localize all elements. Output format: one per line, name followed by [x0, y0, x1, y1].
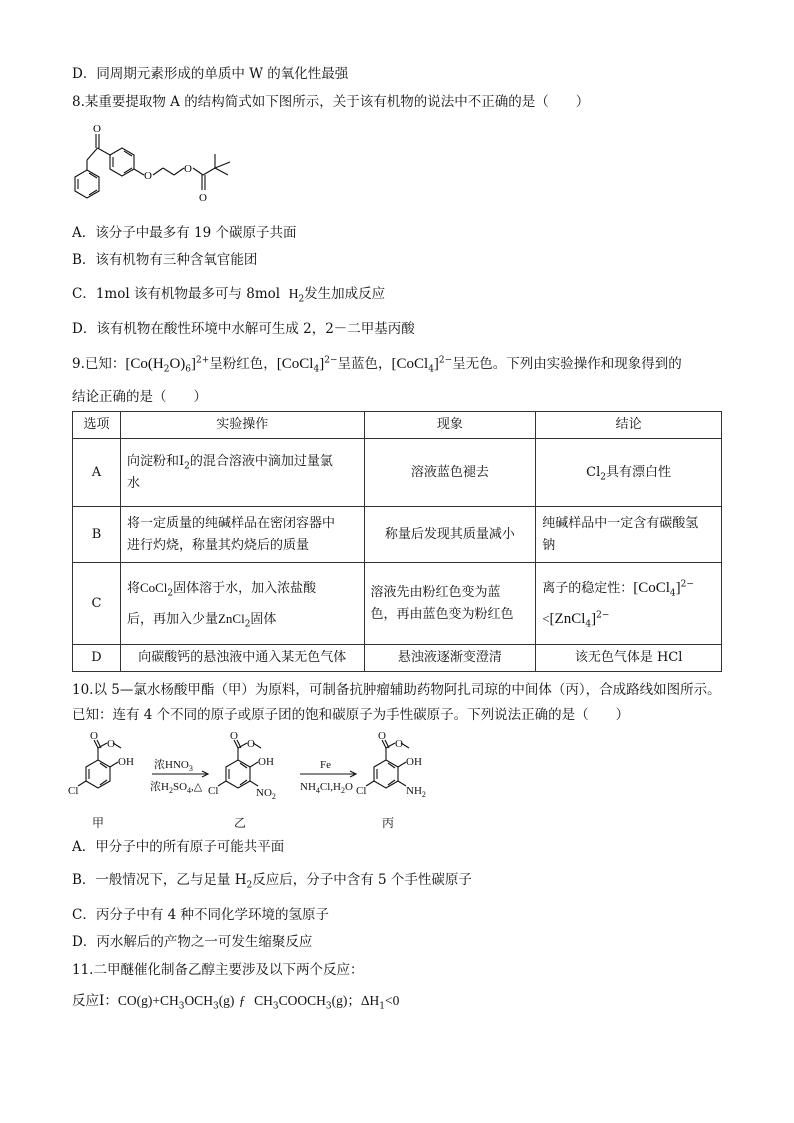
ether-oxygen-2: O	[184, 163, 192, 175]
row-b-phenomenon: 称量后发现其质量减小	[364, 507, 536, 563]
row-a-conclusion: $Cl_2$具有漂白性	[536, 439, 722, 507]
q7-option-d: D．同周期元素形成的单质中 W 的氧化性最强	[72, 66, 349, 82]
row-d-option: D	[73, 645, 121, 672]
reagent2-top: Fe	[320, 759, 331, 771]
mol1-oh: OH	[118, 756, 134, 768]
q8-option-c: C．1mol 该有机物最多可与 8mol $H_2$发生加成反应	[72, 286, 386, 305]
q11-reaction-1: 反应Ⅰ：$CO(g)+CH_3OCH_3(g)$ ƒ $CH_3COOCH_3(g)$；$\Delta H_1<0$	[72, 993, 400, 1012]
mol2-cl: Cl	[208, 785, 219, 797]
row-c-conclusion: 离子的稳定性：[CoCl$_4$]$^{2-}$ <[ZnCl$_4$]$^{2-}$	[536, 563, 722, 645]
mol3-carbonyl-o: O	[378, 730, 386, 742]
q8-option-d: D．该有机物在酸性环境中水解可生成 2，2－二甲基丙酸	[72, 321, 415, 337]
mol3-label: 丙	[382, 816, 395, 830]
q9-experiment-table	[72, 411, 722, 672]
row-a-phenomenon: 溶液蓝色褪去	[364, 439, 536, 507]
q9-stem-line1: 9.已知：$[Co(H_2O)_6]^{2+}$呈粉红色，[CoCl$_4$]$^{2-}$呈蓝色，[CoCl$_4$]$^{2-}$呈无色。下列由实验操作和现象得到的	[72, 355, 682, 375]
table-row-a	[73, 439, 722, 507]
header-operation: 实验操作	[120, 412, 364, 439]
mol2-ester-o: O	[247, 738, 255, 750]
header-phenomenon: 现象	[364, 412, 536, 439]
mol3-cl: Cl	[356, 785, 367, 797]
mol1-carbonyl-o: O	[90, 730, 98, 742]
row-b-operation: 将一定质量的纯碱样品在密闭容器中 进行灼烧，称量其灼烧后的质量	[120, 507, 364, 563]
row-c-option: C	[73, 563, 121, 645]
mol2-no2: $NO_2$	[256, 787, 276, 801]
mol3-nh2: $NH_2$	[406, 785, 426, 799]
mol3-oh: OH	[406, 756, 422, 768]
mol2-oh: OH	[258, 756, 274, 768]
row-a-option: A	[73, 439, 121, 507]
q8-option-a: A．该分子中最多有 19 个碳原子共面	[72, 225, 297, 241]
mol2-carbonyl-o: O	[230, 730, 238, 742]
q8-stem: 8.某重要提取物 A 的结构简式如下图所示，关于该有机物的说法中不正确的是（ ）	[72, 94, 590, 110]
reagent2-bottom: $NH_4Cl,H_2O$	[300, 781, 353, 795]
row-a-operation: 向淀粉和$I_2$的混合溶液中滴加过量氯 水	[120, 439, 364, 507]
q10-option-b: B．一般情况下，乙与足量 $H_2$反应后，分子中含有 5 个手性碳原子	[72, 872, 472, 891]
table-row-b	[73, 507, 722, 563]
ether-oxygen-1: O	[144, 170, 152, 182]
row-c-phenomenon: 溶液先由粉红色变为蓝 色，再由蓝色变为粉红色	[364, 563, 536, 645]
q10-stem-line1: 10.以 5—氯水杨酸甲酯（甲）为原料，可制备抗肿瘤辅助药物阿扎司琼的中间体（丙），合成路线如图所示。	[72, 682, 721, 698]
q10-option-d: D．丙水解后的产物之一可发生缩聚反应	[72, 934, 313, 950]
row-d-operation: 向碳酸钙的悬浊液中通入某无色气体	[120, 645, 364, 672]
mol2-label: 乙	[234, 816, 247, 830]
q9-stem-line2: 结论正确的是（ ）	[72, 389, 207, 405]
table-row-d	[73, 645, 722, 672]
table-row-c	[73, 563, 722, 645]
q10-synthesis-scheme	[66, 728, 466, 832]
mol1-label: 甲	[92, 816, 105, 830]
header-option: 选项	[73, 412, 121, 439]
q10-option-c: C．丙分子中有 4 种不同化学环境的氢原子	[72, 907, 330, 923]
mol1-ester-o: O	[107, 738, 115, 750]
row-c-operation: 将CoCl$_2$固体溶于水，加入浓盐酸 后，再加入少量ZnCl$_2$固体	[120, 563, 364, 645]
row-b-option: B	[73, 507, 121, 563]
header-conclusion: 结论	[536, 412, 722, 439]
q10-stem-line2: 已知：连有 4 个不同的原子或原子团的饱和碳原子为手性碳原子。下列说法正确的是（ ）	[72, 707, 630, 723]
mol1-cl: Cl	[68, 785, 79, 797]
row-d-conclusion: 该无色气体是 HCl	[536, 645, 722, 672]
table-header-row	[73, 412, 722, 439]
row-b-conclusion: 纯碱样品中一定含有碳酸氢 钠	[536, 507, 722, 563]
mol3-ester-o: O	[395, 738, 403, 750]
carbonyl-oxygen: O	[93, 123, 101, 135]
ester-oxygen: O	[199, 192, 207, 204]
q8-option-b: B．该有机物有三种含氧官能团	[72, 252, 258, 268]
reagent1-bottom: 浓$H_2SO_4,\triangle$	[150, 781, 203, 795]
reagent1-top: 浓$HNO_3$	[154, 759, 193, 773]
row-d-phenomenon: 悬浊液逐渐变澄清	[364, 645, 536, 672]
q8-molecule	[60, 118, 250, 210]
q11-stem: 11.二甲醚催化制备乙醇主要涉及以下两个反应：	[72, 962, 364, 978]
q10-option-a: A．甲分子中的所有原子可能共平面	[72, 839, 285, 855]
equilibrium-arrow-glyph: ƒ	[238, 993, 246, 1008]
